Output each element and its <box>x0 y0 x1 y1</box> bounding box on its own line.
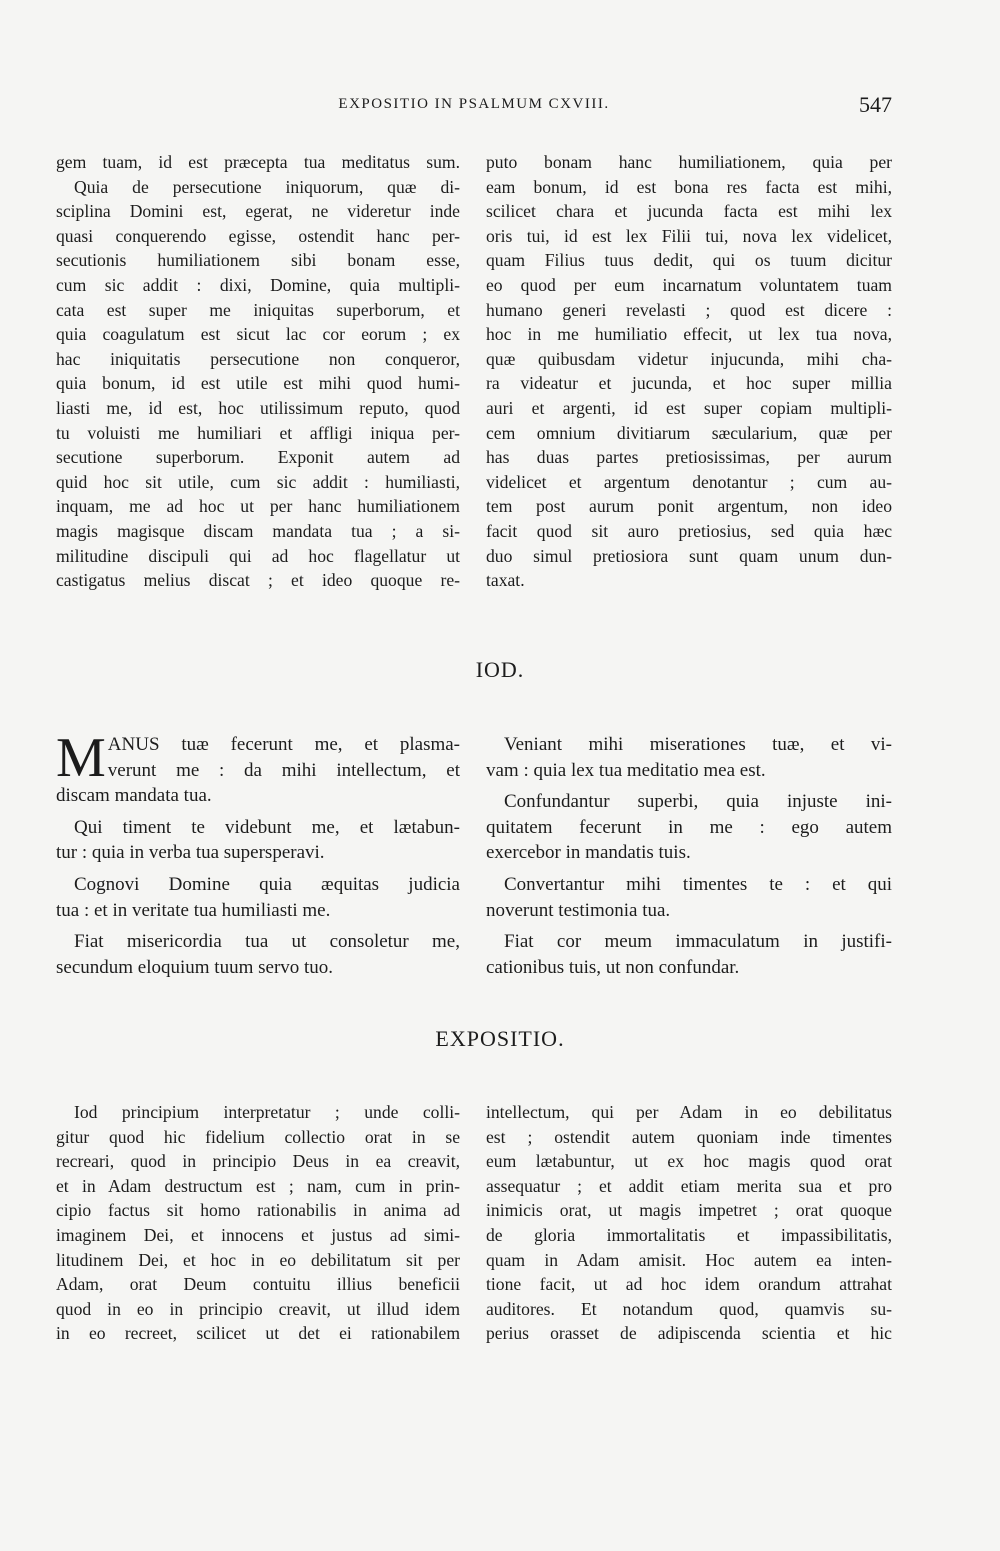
text-line: eo quod per eum incarnatum voluntatem tuam <box>486 274 892 295</box>
text-line: gitur quod hic fidelium collectio orat in se <box>56 1126 460 1147</box>
text-line: quam Filius tuus dedit, qui os tuum dicitur <box>486 250 892 271</box>
text-line: castigatus melius discat ; et ideo quoque re- <box>56 570 460 591</box>
exposition-heading: EXPOSITIO. <box>435 1026 565 1051</box>
verse-line: tua : et in veritate tua humiliasti me. <box>56 899 331 921</box>
text-line: quia coagulatum est sicut lac cor eorum ; ex <box>56 324 460 345</box>
text-line: cipio factus sit homo rationabilis in anima ad <box>56 1200 460 1221</box>
verse-line: exercebor in mandatis tuis. <box>486 842 691 864</box>
section-heading-iod: IOD. <box>475 657 525 682</box>
text-line: puto bonam hanc humiliationem, quia per <box>486 152 892 172</box>
verse-line: noverunt testimonia tua. <box>486 899 671 921</box>
text-line: perius orasset de adipiscenda scientia et hic <box>486 1323 892 1344</box>
text-line: quia bonum, id est utile est mihi quod humi- <box>56 373 460 394</box>
text-line: duo simul pretiosiora sunt quam unum dun- <box>486 545 892 566</box>
verse-line: Confundantur superbi, quia injuste ini- <box>504 791 892 813</box>
verse-line: tur : quia in verba tua supersperavi. <box>56 842 325 864</box>
verse-line: Cognovi Domine quia æquitas judicia <box>74 873 460 895</box>
text-line: gem tuam, id est præcepta tua meditatus sum. <box>56 152 460 172</box>
text-line: imaginem Dei, et innocens et justus ad simi- <box>56 1224 460 1245</box>
text-line: cum sic addit : dixi, Domine, quia multipli- <box>56 274 460 295</box>
text-line: Adam, orat Deum contuitu illius beneficii <box>56 1274 460 1295</box>
text-line: quam in Adam amisit. Hoc autem ea inten- <box>486 1249 892 1270</box>
text-line: quid hoc sit utile, cum sic addit : humiliasti, <box>56 471 460 492</box>
text-line: Iod principium interpretatur ; unde colli- <box>74 1102 460 1122</box>
text-line: ra videatur et jucunda, et hoc super millia <box>486 373 892 394</box>
text-line: facit quod sit auro pretiosius, sed quia hæc <box>486 520 892 541</box>
verse-line: discam mandata tua. <box>56 785 212 807</box>
text-line: scilicet chara et jucunda facta est mihi lex <box>486 201 892 222</box>
text-line: taxat. <box>486 570 525 591</box>
text-line: et in Adam destructum est ; nam, cum in prin- <box>56 1175 460 1196</box>
text-line: eam bonum, id est bona res facta est mihi, <box>486 176 892 197</box>
text-line: quasi conquerendo egisse, ostendit hanc per- <box>56 225 460 246</box>
text-line: magis magisque discam mandata tua ; a si- <box>56 520 460 541</box>
text-line: sciplina Domini est, egerat, ne videretur inde <box>56 201 460 222</box>
verse-line: quitatem fecerunt in me : ego autem <box>486 816 892 838</box>
text-line: litudinem Dei, et hoc in eo debilitatum sit per <box>56 1249 460 1270</box>
text-line: hoc in me humiliatio effecit, ut lex tua nova, <box>486 324 892 345</box>
verse-line: Qui timent te videbunt me, et lætabun- <box>74 816 460 838</box>
text-line: de gloria immortalitatis et impassibilitatis, <box>486 1224 892 1245</box>
text-line: intellectum, qui per Adam in eo debilitatus <box>486 1102 892 1122</box>
verses-right <box>486 732 892 980</box>
text-line: secutionis humiliationem sibi bonam esse, <box>56 250 460 271</box>
text-line: Quia de persecutione iniquorum, quæ di- <box>74 176 460 197</box>
text-line: recreari, quod in principio Deus in ea creavit, <box>56 1151 460 1172</box>
verse-line: Fiat cor meum immaculatum in justifi- <box>504 931 892 953</box>
running-title: EXPOSITIO IN PSALMUM CXVIII. <box>338 96 610 112</box>
verse-line: Convertantur mihi timentes te : et qui <box>504 873 892 895</box>
verse-line: verunt me : da mihi intellectum, et <box>107 759 460 781</box>
text-line: videlicet et argentum denotantur ; cum au- <box>486 471 892 492</box>
verse-line: ANUS tuæ fecerunt me, et plasma- <box>107 734 460 755</box>
text-line: eum lætabuntur, ut ex hoc magis quod orat <box>486 1151 892 1172</box>
bottom-right-column <box>486 1100 892 1346</box>
text-line: militudine discipuli qui ad hoc flagellatur ut <box>56 545 460 566</box>
text-line: tem post aurum ponit argentum, non ideo <box>486 496 892 517</box>
text-line: liasti me, id est, hoc utilissimum reputo, quod <box>56 397 460 418</box>
verses-left <box>56 727 460 980</box>
top-right-column <box>486 150 892 593</box>
text-line: oris tui, id est lex Filii tui, nova lex videlicet, <box>486 225 892 246</box>
text-line: has duas partes pretiosissimas, per aurum <box>486 447 892 468</box>
verse-line: Fiat misericordia tua ut consoletur me, <box>74 931 460 953</box>
text-line: cata est super me iniquitas superborum, et <box>56 299 460 320</box>
text-line: auri et argenti, id est super copiam multipli- <box>486 397 892 418</box>
text-line: cem omnium divitiarum sæcularium, quæ per <box>486 422 892 443</box>
running-header <box>56 92 892 122</box>
verse-line: vam : quia lex tua meditatio mea est. <box>486 759 766 781</box>
text-line: auditores. Et notandum quod, quamvis su- <box>486 1298 892 1319</box>
page-number: 547 <box>859 92 892 117</box>
text-line: quæ quibusdam videtur injucunda, mihi cha- <box>486 348 892 369</box>
text-line: est ; ostendit autem quoniam inde timentes <box>486 1126 892 1147</box>
verse-line: cationibus tuis, ut non confundar. <box>486 956 740 978</box>
text-line: humano generi revelasti ; quod est dicere : <box>486 299 892 320</box>
bottom-left-column <box>56 1100 460 1346</box>
text-line: secutione superborum. Exponit autem ad <box>56 447 460 468</box>
text-line: tione facit, ut ad hoc idem orandum attrahat <box>486 1274 892 1295</box>
top-left-column <box>56 150 460 593</box>
text-line: in eo recreet, scilicet ut det ei rationabilem <box>56 1323 460 1344</box>
text-line: inquam, me ad hoc ut per hanc humiliationem <box>56 496 460 517</box>
text-line: inimicis orat, ut magis impetret ; orat quoque <box>486 1200 892 1221</box>
verse-line: Veniant mihi miserationes tuæ, et vi- <box>504 734 892 755</box>
text-line: tu voluisti me humiliari et affligi iniqua per- <box>56 422 460 443</box>
text-line: quod in eo in principio creavit, ut illud idem <box>56 1298 460 1319</box>
drop-cap: M <box>56 727 106 789</box>
text-line: hac iniquitatis persecutione non conqueror, <box>56 348 460 369</box>
verse-line: secundum eloquium tuum servo tuo. <box>56 956 334 978</box>
text-line: assequatur ; et addit etiam merita sua et pro <box>486 1175 892 1196</box>
